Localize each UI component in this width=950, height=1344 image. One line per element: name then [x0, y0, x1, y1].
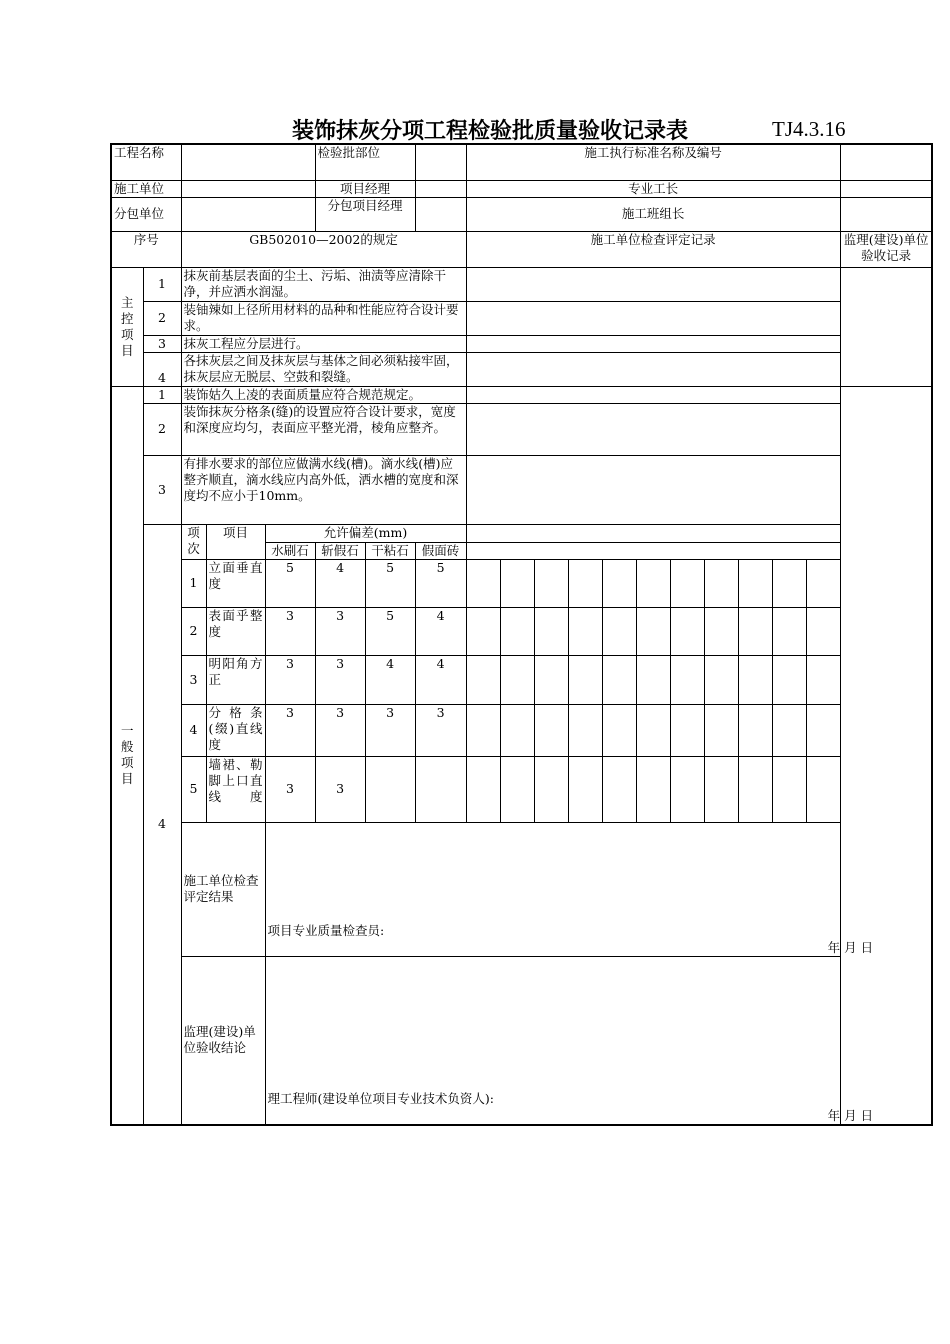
general-item-record[interactable]: [466, 386, 840, 403]
measure-cell[interactable]: [704, 756, 738, 822]
measure-cell[interactable]: [636, 655, 670, 704]
measure-cell[interactable]: [636, 607, 670, 655]
measure-cell[interactable]: [500, 559, 534, 607]
col-header-supervisor-record: 监理(建设)单位验收记录: [840, 231, 932, 267]
deviation-item-no-header: 项次: [181, 524, 206, 559]
measure-cell[interactable]: [466, 559, 500, 607]
measure-cell[interactable]: [602, 756, 636, 822]
supervisor-signer-label: 理工程师(建设单位项目专业技术负资人):: [267, 1090, 494, 1106]
measure-cell[interactable]: [500, 607, 534, 655]
label-subcontract-unit: 分包单位: [111, 197, 181, 231]
deviation-record-header: [466, 524, 840, 542]
general-item-no: 3: [143, 455, 181, 524]
measure-cell[interactable]: [500, 756, 534, 822]
measure-cell[interactable]: [704, 704, 738, 756]
tolerance-value: 3: [315, 655, 365, 704]
measure-cell[interactable]: [670, 704, 704, 756]
label-foreman: 专业工长: [466, 180, 840, 197]
measure-cell[interactable]: [636, 704, 670, 756]
deviation-row-no: 2: [181, 607, 206, 655]
tolerance-value: 3: [365, 704, 415, 756]
main-item-no: 1: [143, 267, 181, 301]
general-item-record[interactable]: [466, 403, 840, 455]
measure-cell[interactable]: [704, 655, 738, 704]
material-header: 假面砖: [415, 542, 466, 559]
label-project-name: 工程名称: [111, 144, 181, 180]
tolerance-value: 3: [315, 704, 365, 756]
deviation-row-no: 4: [181, 704, 206, 756]
measure-cell[interactable]: [704, 607, 738, 655]
tolerance-value: 4: [415, 655, 466, 704]
measure-cell[interactable]: [602, 704, 636, 756]
tolerance-value: [365, 756, 415, 822]
main-item-text: 抹灰前基层表面的尘土、污垢、油渍等应清除干净，并应洒水润湿。: [181, 267, 466, 301]
measure-cell[interactable]: [738, 756, 772, 822]
tolerance-value: 3: [265, 607, 315, 655]
label-construction-unit: 施工单位: [111, 180, 181, 197]
deviation-row-name: 立面垂直度: [206, 559, 265, 607]
field-subcontract-unit[interactable]: [181, 197, 315, 231]
tolerance-value: 3: [265, 655, 315, 704]
supervisor-result-label: 监理(建设)单位验收结论: [181, 956, 265, 1125]
measure-cell[interactable]: [568, 756, 602, 822]
measure-cell[interactable]: [806, 607, 840, 655]
measure-cell[interactable]: [772, 756, 806, 822]
measure-cell[interactable]: [772, 607, 806, 655]
general-item-no: 2: [143, 403, 181, 455]
measure-cell[interactable]: [568, 559, 602, 607]
measure-cell[interactable]: [466, 756, 500, 822]
measure-cell[interactable]: [602, 607, 636, 655]
field-foreman[interactable]: [840, 180, 932, 197]
measure-cell[interactable]: [670, 607, 704, 655]
general-item-no: 4: [143, 524, 181, 1125]
measure-cell[interactable]: [772, 655, 806, 704]
tolerance-value: 5: [365, 607, 415, 655]
material-header: 斩假石: [315, 542, 365, 559]
field-project-manager[interactable]: [415, 180, 466, 197]
field-batch-location[interactable]: [415, 144, 466, 180]
unit-result-label: 施工单位检查评定结果: [181, 822, 265, 956]
measure-cell[interactable]: [806, 655, 840, 704]
tolerance-value: 4: [365, 655, 415, 704]
field-subcontract-manager[interactable]: [415, 197, 466, 231]
measure-cell[interactable]: [568, 655, 602, 704]
measure-cell[interactable]: [602, 559, 636, 607]
measure-cell[interactable]: [806, 756, 840, 822]
tolerance-value: 5: [415, 559, 466, 607]
main-item-text: 抹灰工程应分层进行。: [181, 335, 466, 352]
inspection-form: [110, 143, 933, 1126]
deviation-tolerance-header: 允许偏差(mm): [265, 524, 466, 542]
measure-cell[interactable]: [738, 655, 772, 704]
measure-cell[interactable]: [568, 607, 602, 655]
label-team-leader: 施工班组长: [466, 197, 840, 231]
tolerance-value: [415, 756, 466, 822]
main-item-record[interactable]: [466, 267, 840, 301]
measure-cell[interactable]: [738, 607, 772, 655]
measure-cell[interactable]: [738, 559, 772, 607]
main-item-text: 各抹灰层之间及抹灰层与基体之间必须粘接牢固，抹灰层应无脱层、空鼓和裂缝。: [181, 352, 466, 386]
general-items-label: 一般项目: [111, 386, 143, 1125]
form-code: TJ4.3.16: [772, 117, 846, 141]
measure-cell[interactable]: [636, 559, 670, 607]
general-item-record[interactable]: [466, 455, 840, 524]
measure-cell[interactable]: [534, 756, 568, 822]
measure-cell[interactable]: [670, 559, 704, 607]
main-item-record[interactable]: [466, 301, 840, 335]
measure-cell[interactable]: [534, 704, 568, 756]
deviation-row-name: 明阳角方正: [206, 655, 265, 704]
col-header-seq: 序号: [111, 231, 181, 267]
measure-cell[interactable]: [534, 559, 568, 607]
form-title: 装饰抹灰分项工程检验批质量验收记录表: [292, 119, 689, 144]
measure-cell[interactable]: [500, 655, 534, 704]
measure-cell[interactable]: [704, 559, 738, 607]
measure-cell[interactable]: [602, 655, 636, 704]
field-project-name[interactable]: [181, 144, 315, 180]
measure-cell[interactable]: [466, 607, 500, 655]
tolerance-value: 4: [415, 607, 466, 655]
main-items-label: 主控项目: [111, 267, 143, 386]
measure-cell[interactable]: [772, 704, 806, 756]
measure-cell[interactable]: [806, 559, 840, 607]
main-items-supervisor-record[interactable]: [840, 267, 932, 386]
unit-date: 年 月 日: [827, 939, 874, 955]
field-exec-standard[interactable]: [840, 144, 932, 180]
tolerance-value: 5: [265, 559, 315, 607]
tolerance-value: 3: [315, 756, 365, 822]
tolerance-value: 3: [315, 607, 365, 655]
col-header-unit-record: 施工单位检查评定记录: [466, 231, 840, 267]
tolerance-value: 5: [365, 559, 415, 607]
deviation-row-name: 表面乎整度: [206, 607, 265, 655]
material-header: 干粘石: [365, 542, 415, 559]
deviation-row-no: 3: [181, 655, 206, 704]
unit-result-area[interactable]: [265, 822, 932, 956]
tolerance-value: 4: [315, 559, 365, 607]
label-batch-location: 检验批部位: [315, 144, 415, 180]
measure-cell[interactable]: [534, 607, 568, 655]
main-item-no: 4: [143, 352, 181, 386]
measure-cell[interactable]: [670, 655, 704, 704]
unit-signer-label: 项目专业质量检查员:: [267, 922, 385, 938]
general-item-text: 装饰抹灰分格条(缝)的设置应符合设计要求，宽度和深度应均匀，表面应平整光滑，棱角应整齐。: [181, 403, 466, 455]
supervisor-result-area[interactable]: [265, 956, 932, 1125]
measure-cell[interactable]: [466, 704, 500, 756]
deviation-row-name: 墙裙、勒脚上口直线度: [206, 756, 265, 822]
col-header-spec: GB502010—2002的规定: [181, 231, 466, 267]
measure-cell[interactable]: [636, 756, 670, 822]
measure-cell[interactable]: [670, 756, 704, 822]
field-construction-unit[interactable]: [181, 180, 315, 197]
general-item-text: 装饰姑久上凌的表面质量应符合规范规定。: [181, 386, 466, 403]
deviation-row-no: 1: [181, 559, 206, 607]
deviation-row-name: 分格条(缀)直线度: [206, 704, 265, 756]
supervisor-date: 年 月 日: [827, 1107, 874, 1123]
deviation-item-header: 项目: [206, 524, 265, 559]
tolerance-value: 3: [265, 704, 315, 756]
main-item-text: 装铀辣如上径所用材料的品种和性能应符合设计要求。: [181, 301, 466, 335]
measure-cell[interactable]: [772, 559, 806, 607]
label-exec-standard: 施工执行标准名称及编号: [466, 144, 840, 180]
measure-cell[interactable]: [738, 704, 772, 756]
label-project-manager: 项目经理: [315, 180, 415, 197]
measure-cell[interactable]: [466, 655, 500, 704]
label-subcontract-manager: 分包项目经理: [315, 197, 415, 231]
main-item-no: 3: [143, 335, 181, 352]
measure-cell[interactable]: [500, 704, 534, 756]
field-team-leader[interactable]: [840, 197, 932, 231]
general-item-no: 1: [143, 386, 181, 403]
general-item-text: 有排水要求的部位应做满水线(槽)。滴水线(槽)应整齐顺直，滴水线应内高外低，洒水槽的宽度和深度均不应小于10mm。: [181, 455, 466, 524]
measure-cell[interactable]: [534, 655, 568, 704]
material-header: 水刷石: [265, 542, 315, 559]
tolerance-value: 3: [265, 756, 315, 822]
measure-cell[interactable]: [806, 704, 840, 756]
deviation-record-subheader: [466, 542, 840, 559]
deviation-row-no: 5: [181, 756, 206, 822]
main-item-record[interactable]: [466, 335, 840, 352]
main-item-no: 2: [143, 301, 181, 335]
tolerance-value: 3: [415, 704, 466, 756]
main-item-record[interactable]: [466, 352, 840, 386]
measure-cell[interactable]: [568, 704, 602, 756]
